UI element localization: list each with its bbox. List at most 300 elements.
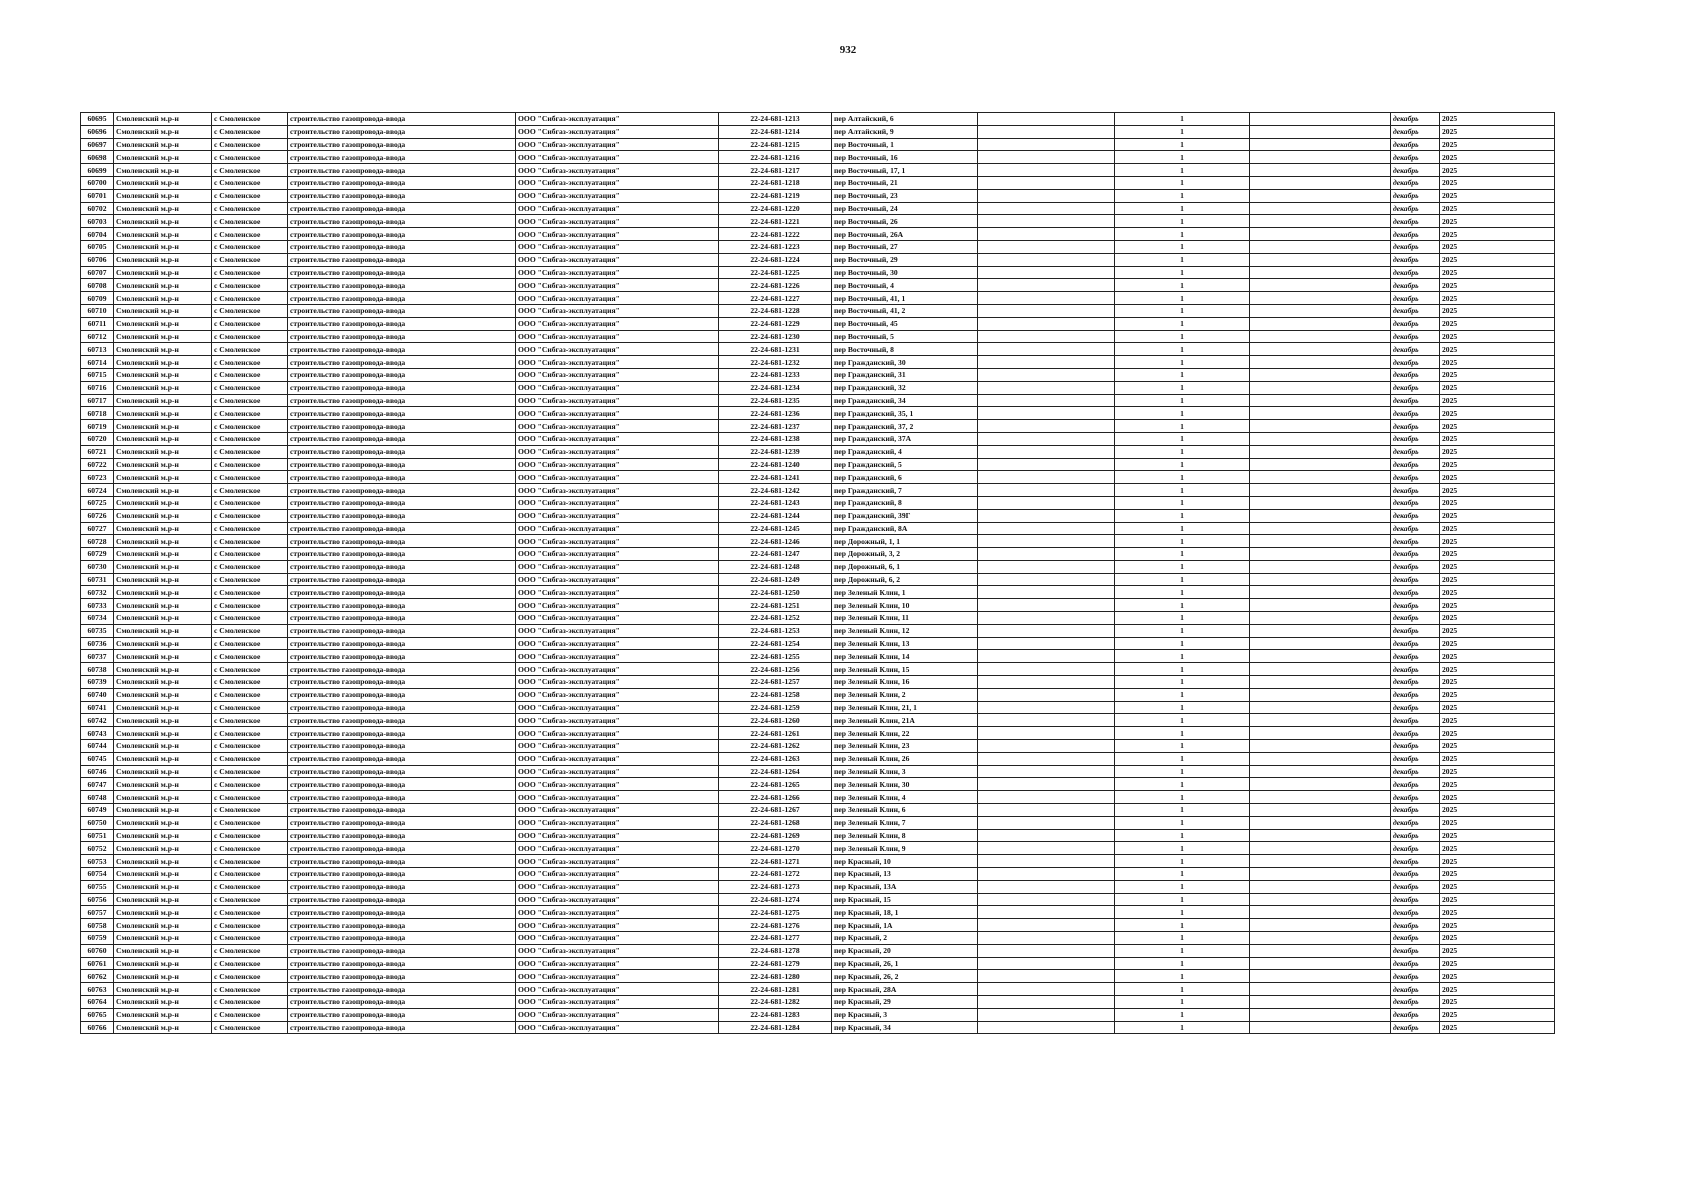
work-type-cell: строительство газопровода-ввода — [288, 151, 516, 164]
address-cell: пер Зеленый Клин, 1 — [832, 586, 978, 599]
empty-cell — [978, 829, 1115, 842]
year-cell: 2025 — [1440, 586, 1555, 599]
empty-cell — [978, 1021, 1115, 1034]
quantity-cell: 1 — [1115, 868, 1250, 881]
work-type-cell: строительство газопровода-ввода — [288, 637, 516, 650]
district-cell: Смоленский м.р-н — [114, 688, 212, 701]
work-type-cell: строительство газопровода-ввода — [288, 535, 516, 548]
month-cell: декабрь — [1391, 560, 1440, 573]
row-number: 60728 — [81, 535, 114, 548]
row-number: 60718 — [81, 407, 114, 420]
work-type-cell: строительство газопровода-ввода — [288, 586, 516, 599]
year-cell: 2025 — [1440, 560, 1555, 573]
row-number: 60733 — [81, 599, 114, 612]
table-row — [81, 778, 1555, 791]
empty-cell — [1250, 778, 1391, 791]
district-cell: Смоленский м.р-н — [114, 394, 212, 407]
registry-table — [80, 112, 1555, 1034]
row-number: 60737 — [81, 650, 114, 663]
cadastral-number-cell: 22-24-681-1239 — [719, 445, 832, 458]
work-type-cell: строительство газопровода-ввода — [288, 509, 516, 522]
row-number: 60750 — [81, 816, 114, 829]
table-row — [81, 189, 1555, 202]
table-row — [81, 663, 1555, 676]
district-cell: Смоленский м.р-н — [114, 330, 212, 343]
work-type-cell: строительство газопровода-ввода — [288, 676, 516, 689]
empty-cell — [978, 113, 1115, 126]
empty-cell — [1250, 240, 1391, 253]
year-cell: 2025 — [1440, 317, 1555, 330]
organization-cell: ООО "Сибгаз-эксплуатация" — [516, 432, 719, 445]
cadastral-number-cell: 22-24-681-1265 — [719, 778, 832, 791]
month-cell: декабрь — [1391, 432, 1440, 445]
row-number: 60754 — [81, 868, 114, 881]
quantity-cell: 1 — [1115, 650, 1250, 663]
address-cell: пер Зеленый Клин, 21А — [832, 714, 978, 727]
quantity-cell: 1 — [1115, 932, 1250, 945]
year-cell: 2025 — [1440, 752, 1555, 765]
empty-cell — [1250, 880, 1391, 893]
row-number: 60765 — [81, 1008, 114, 1021]
table-row — [81, 1021, 1555, 1034]
settlement-cell: с Смоленское — [212, 983, 288, 996]
work-type-cell: строительство газопровода-ввода — [288, 816, 516, 829]
work-type-cell: строительство газопровода-ввода — [288, 266, 516, 279]
row-number: 60741 — [81, 701, 114, 714]
settlement-cell: с Смоленское — [212, 624, 288, 637]
year-cell: 2025 — [1440, 496, 1555, 509]
month-cell: декабрь — [1391, 650, 1440, 663]
quantity-cell: 1 — [1115, 113, 1250, 126]
month-cell: декабрь — [1391, 676, 1440, 689]
month-cell: декабрь — [1391, 317, 1440, 330]
district-cell: Смоленский м.р-н — [114, 176, 212, 189]
empty-cell — [978, 944, 1115, 957]
organization-cell: ООО "Сибгаз-эксплуатация" — [516, 855, 719, 868]
table-row — [81, 573, 1555, 586]
cadastral-number-cell: 22-24-681-1266 — [719, 791, 832, 804]
work-type-cell: строительство газопровода-ввода — [288, 932, 516, 945]
month-cell: декабрь — [1391, 189, 1440, 202]
table-row — [81, 317, 1555, 330]
address-cell: пер Дорожный, 1, 1 — [832, 535, 978, 548]
district-cell: Смоленский м.р-н — [114, 420, 212, 433]
work-type-cell: строительство газопровода-ввода — [288, 893, 516, 906]
table-row — [81, 445, 1555, 458]
quantity-cell: 1 — [1115, 560, 1250, 573]
cadastral-number-cell: 22-24-681-1273 — [719, 880, 832, 893]
year-cell: 2025 — [1440, 701, 1555, 714]
cadastral-number-cell: 22-24-681-1248 — [719, 560, 832, 573]
quantity-cell: 1 — [1115, 855, 1250, 868]
quantity-cell: 1 — [1115, 368, 1250, 381]
year-cell: 2025 — [1440, 304, 1555, 317]
settlement-cell: с Смоленское — [212, 343, 288, 356]
cadastral-number-cell: 22-24-681-1283 — [719, 1008, 832, 1021]
empty-cell — [1250, 650, 1391, 663]
month-cell: декабрь — [1391, 304, 1440, 317]
organization-cell: ООО "Сибгаз-эксплуатация" — [516, 113, 719, 126]
address-cell: пер Красный, 34 — [832, 1021, 978, 1034]
work-type-cell: строительство газопровода-ввода — [288, 778, 516, 791]
organization-cell: ООО "Сибгаз-эксплуатация" — [516, 816, 719, 829]
work-type-cell: строительство газопровода-ввода — [288, 612, 516, 625]
organization-cell: ООО "Сибгаз-эксплуатация" — [516, 714, 719, 727]
month-cell: декабрь — [1391, 599, 1440, 612]
row-number: 60708 — [81, 279, 114, 292]
district-cell: Смоленский м.р-н — [114, 624, 212, 637]
table-row — [81, 919, 1555, 932]
organization-cell: ООО "Сибгаз-эксплуатация" — [516, 471, 719, 484]
settlement-cell: с Смоленское — [212, 356, 288, 369]
year-cell: 2025 — [1440, 458, 1555, 471]
work-type-cell: строительство газопровода-ввода — [288, 868, 516, 881]
work-type-cell: строительство газопровода-ввода — [288, 496, 516, 509]
quantity-cell: 1 — [1115, 1021, 1250, 1034]
row-number: 60746 — [81, 765, 114, 778]
address-cell: пер Восточный, 8 — [832, 343, 978, 356]
organization-cell: ООО "Сибгаз-эксплуатация" — [516, 228, 719, 241]
empty-cell — [1250, 752, 1391, 765]
work-type-cell: строительство газопровода-ввода — [288, 791, 516, 804]
table-row — [81, 944, 1555, 957]
quantity-cell: 1 — [1115, 765, 1250, 778]
row-number: 60695 — [81, 113, 114, 126]
organization-cell: ООО "Сибгаз-эксплуатация" — [516, 778, 719, 791]
organization-cell: ООО "Сибгаз-эксплуатация" — [516, 484, 719, 497]
row-number: 60763 — [81, 983, 114, 996]
empty-cell — [1250, 138, 1391, 151]
empty-cell — [1250, 292, 1391, 305]
district-cell: Смоленский м.р-н — [114, 944, 212, 957]
empty-cell — [978, 228, 1115, 241]
table-row — [81, 292, 1555, 305]
year-cell: 2025 — [1440, 599, 1555, 612]
year-cell: 2025 — [1440, 842, 1555, 855]
organization-cell: ООО "Сибгаз-эксплуатация" — [516, 164, 719, 177]
address-cell: пер Красный, 3 — [832, 1008, 978, 1021]
table-row — [81, 804, 1555, 817]
row-number: 60713 — [81, 343, 114, 356]
organization-cell: ООО "Сибгаз-эксплуатация" — [516, 995, 719, 1008]
empty-cell — [978, 612, 1115, 625]
year-cell: 2025 — [1440, 1008, 1555, 1021]
empty-cell — [1250, 842, 1391, 855]
table-row — [81, 586, 1555, 599]
empty-cell — [978, 740, 1115, 753]
table-row — [81, 676, 1555, 689]
empty-cell — [978, 471, 1115, 484]
empty-cell — [1250, 663, 1391, 676]
district-cell: Смоленский м.р-н — [114, 765, 212, 778]
organization-cell: ООО "Сибгаз-эксплуатация" — [516, 125, 719, 138]
district-cell: Смоленский м.р-н — [114, 804, 212, 817]
work-type-cell: строительство газопровода-ввода — [288, 906, 516, 919]
month-cell: декабрь — [1391, 663, 1440, 676]
district-cell: Смоленский м.р-н — [114, 560, 212, 573]
empty-cell — [978, 496, 1115, 509]
quantity-cell: 1 — [1115, 804, 1250, 817]
month-cell: декабрь — [1391, 279, 1440, 292]
table-row — [81, 407, 1555, 420]
district-cell: Смоленский м.р-н — [114, 701, 212, 714]
work-type-cell: строительство газопровода-ввода — [288, 215, 516, 228]
month-cell: декабрь — [1391, 240, 1440, 253]
organization-cell: ООО "Сибгаз-эксплуатация" — [516, 765, 719, 778]
table-row — [81, 151, 1555, 164]
cadastral-number-cell: 22-24-681-1254 — [719, 637, 832, 650]
organization-cell: ООО "Сибгаз-эксплуатация" — [516, 663, 719, 676]
empty-cell — [1250, 855, 1391, 868]
table-row — [81, 240, 1555, 253]
district-cell: Смоленский м.р-н — [114, 304, 212, 317]
work-type-cell: строительство газопровода-ввода — [288, 688, 516, 701]
district-cell: Смоленский м.р-н — [114, 471, 212, 484]
organization-cell: ООО "Сибгаз-эксплуатация" — [516, 368, 719, 381]
year-cell: 2025 — [1440, 394, 1555, 407]
quantity-cell: 1 — [1115, 740, 1250, 753]
settlement-cell: с Смоленское — [212, 816, 288, 829]
work-type-cell: строительство газопровода-ввода — [288, 983, 516, 996]
table-row — [81, 880, 1555, 893]
empty-cell — [1250, 266, 1391, 279]
district-cell: Смоленский м.р-н — [114, 279, 212, 292]
quantity-cell: 1 — [1115, 995, 1250, 1008]
address-cell: пер Гражданский, 8 — [832, 496, 978, 509]
empty-cell — [978, 394, 1115, 407]
year-cell: 2025 — [1440, 253, 1555, 266]
month-cell: декабрь — [1391, 970, 1440, 983]
year-cell: 2025 — [1440, 714, 1555, 727]
table-row — [81, 740, 1555, 753]
row-number: 60762 — [81, 970, 114, 983]
year-cell: 2025 — [1440, 151, 1555, 164]
address-cell: пер Алтайский, 9 — [832, 125, 978, 138]
settlement-cell: с Смоленское — [212, 727, 288, 740]
year-cell: 2025 — [1440, 125, 1555, 138]
address-cell: пер Красный, 15 — [832, 893, 978, 906]
month-cell: декабрь — [1391, 381, 1440, 394]
empty-cell — [978, 663, 1115, 676]
month-cell: декабрь — [1391, 842, 1440, 855]
settlement-cell: с Смоленское — [212, 420, 288, 433]
settlement-cell: с Смоленское — [212, 868, 288, 881]
table-row — [81, 471, 1555, 484]
month-cell: декабрь — [1391, 1021, 1440, 1034]
organization-cell: ООО "Сибгаз-эксплуатация" — [516, 215, 719, 228]
settlement-cell: с Смоленское — [212, 586, 288, 599]
district-cell: Смоленский м.р-н — [114, 535, 212, 548]
empty-cell — [978, 138, 1115, 151]
district-cell: Смоленский м.р-н — [114, 381, 212, 394]
empty-cell — [1250, 228, 1391, 241]
cadastral-number-cell: 22-24-681-1270 — [719, 842, 832, 855]
work-type-cell: строительство газопровода-ввода — [288, 995, 516, 1008]
table-row — [81, 650, 1555, 663]
quantity-cell: 1 — [1115, 752, 1250, 765]
table-row — [81, 202, 1555, 215]
year-cell: 2025 — [1440, 829, 1555, 842]
empty-cell — [978, 522, 1115, 535]
quantity-cell: 1 — [1115, 676, 1250, 689]
row-number: 60716 — [81, 381, 114, 394]
address-cell: пер Дорожный, 6, 2 — [832, 573, 978, 586]
empty-cell — [1250, 804, 1391, 817]
empty-cell — [1250, 125, 1391, 138]
quantity-cell: 1 — [1115, 151, 1250, 164]
row-number: 60699 — [81, 164, 114, 177]
organization-cell: ООО "Сибгаз-эксплуатация" — [516, 650, 719, 663]
district-cell: Смоленский м.р-н — [114, 522, 212, 535]
table-row — [81, 637, 1555, 650]
address-cell: пер Дорожный, 6, 1 — [832, 560, 978, 573]
organization-cell: ООО "Сибгаз-эксплуатация" — [516, 522, 719, 535]
district-cell: Смоленский м.р-н — [114, 868, 212, 881]
settlement-cell: с Смоленское — [212, 240, 288, 253]
district-cell: Смоленский м.р-н — [114, 957, 212, 970]
cadastral-number-cell: 22-24-681-1252 — [719, 612, 832, 625]
empty-cell — [978, 573, 1115, 586]
row-number: 60761 — [81, 957, 114, 970]
year-cell: 2025 — [1440, 484, 1555, 497]
year-cell: 2025 — [1440, 855, 1555, 868]
empty-cell — [1250, 279, 1391, 292]
work-type-cell: строительство газопровода-ввода — [288, 356, 516, 369]
cadastral-number-cell: 22-24-681-1241 — [719, 471, 832, 484]
organization-cell: ООО "Сибгаз-эксплуатация" — [516, 304, 719, 317]
year-cell: 2025 — [1440, 740, 1555, 753]
table-row — [81, 727, 1555, 740]
organization-cell: ООО "Сибгаз-эксплуатация" — [516, 688, 719, 701]
table-row — [81, 164, 1555, 177]
month-cell: декабрь — [1391, 368, 1440, 381]
year-cell: 2025 — [1440, 292, 1555, 305]
address-cell: пер Гражданский, 35, 1 — [832, 407, 978, 420]
settlement-cell: с Смоленское — [212, 1008, 288, 1021]
cadastral-number-cell: 22-24-681-1276 — [719, 919, 832, 932]
empty-cell — [1250, 432, 1391, 445]
year-cell: 2025 — [1440, 573, 1555, 586]
district-cell: Смоленский м.р-н — [114, 740, 212, 753]
month-cell: декабрь — [1391, 215, 1440, 228]
work-type-cell: строительство газопровода-ввода — [288, 624, 516, 637]
table-row — [81, 356, 1555, 369]
empty-cell — [1250, 304, 1391, 317]
empty-cell — [1250, 932, 1391, 945]
cadastral-number-cell: 22-24-681-1223 — [719, 240, 832, 253]
settlement-cell: с Смоленское — [212, 458, 288, 471]
organization-cell: ООО "Сибгаз-эксплуатация" — [516, 279, 719, 292]
table-row — [81, 932, 1555, 945]
district-cell: Смоленский м.р-н — [114, 496, 212, 509]
empty-cell — [978, 701, 1115, 714]
month-cell: декабрь — [1391, 420, 1440, 433]
quantity-cell: 1 — [1115, 535, 1250, 548]
district-cell: Смоленский м.р-н — [114, 752, 212, 765]
work-type-cell: строительство газопровода-ввода — [288, 164, 516, 177]
quantity-cell: 1 — [1115, 292, 1250, 305]
quantity-cell: 1 — [1115, 701, 1250, 714]
work-type-cell: строительство газопровода-ввода — [288, 240, 516, 253]
work-type-cell: строительство газопровода-ввода — [288, 202, 516, 215]
table-row — [81, 1008, 1555, 1021]
district-cell: Смоленский м.р-н — [114, 266, 212, 279]
row-number: 60715 — [81, 368, 114, 381]
year-cell: 2025 — [1440, 804, 1555, 817]
empty-cell — [1250, 381, 1391, 394]
cadastral-number-cell: 22-24-681-1268 — [719, 816, 832, 829]
empty-cell — [978, 176, 1115, 189]
district-cell: Смоленский м.р-н — [114, 253, 212, 266]
address-cell: пер Восточный, 5 — [832, 330, 978, 343]
organization-cell: ООО "Сибгаз-эксплуатация" — [516, 394, 719, 407]
cadastral-number-cell: 22-24-681-1263 — [719, 752, 832, 765]
quantity-cell: 1 — [1115, 317, 1250, 330]
quantity-cell: 1 — [1115, 240, 1250, 253]
district-cell: Смоленский м.р-н — [114, 791, 212, 804]
cadastral-number-cell: 22-24-681-1221 — [719, 215, 832, 228]
empty-cell — [978, 407, 1115, 420]
cadastral-number-cell: 22-24-681-1227 — [719, 292, 832, 305]
year-cell: 2025 — [1440, 535, 1555, 548]
table-row — [81, 509, 1555, 522]
row-number: 60696 — [81, 125, 114, 138]
work-type-cell: строительство газопровода-ввода — [288, 650, 516, 663]
table-row — [81, 343, 1555, 356]
cadastral-number-cell: 22-24-681-1264 — [719, 765, 832, 778]
cadastral-number-cell: 22-24-681-1246 — [719, 535, 832, 548]
settlement-cell: с Смоленское — [212, 880, 288, 893]
organization-cell: ООО "Сибгаз-эксплуатация" — [516, 138, 719, 151]
table-row — [81, 138, 1555, 151]
cadastral-number-cell: 22-24-681-1225 — [719, 266, 832, 279]
year-cell: 2025 — [1440, 279, 1555, 292]
month-cell: декабрь — [1391, 612, 1440, 625]
month-cell: декабрь — [1391, 880, 1440, 893]
cadastral-number-cell: 22-24-681-1224 — [719, 253, 832, 266]
year-cell: 2025 — [1440, 791, 1555, 804]
settlement-cell: с Смоленское — [212, 752, 288, 765]
year-cell: 2025 — [1440, 1021, 1555, 1034]
district-cell: Смоленский м.р-н — [114, 189, 212, 202]
month-cell: декабрь — [1391, 1008, 1440, 1021]
month-cell: декабрь — [1391, 727, 1440, 740]
cadastral-number-cell: 22-24-681-1272 — [719, 868, 832, 881]
quantity-cell: 1 — [1115, 791, 1250, 804]
settlement-cell: с Смоленское — [212, 573, 288, 586]
cadastral-number-cell: 22-24-681-1250 — [719, 586, 832, 599]
address-cell: пер Восточный, 17, 1 — [832, 164, 978, 177]
year-cell: 2025 — [1440, 919, 1555, 932]
table-row — [81, 522, 1555, 535]
table-row — [81, 253, 1555, 266]
work-type-cell: строительство газопровода-ввода — [288, 765, 516, 778]
cadastral-number-cell: 22-24-681-1216 — [719, 151, 832, 164]
empty-cell — [1250, 970, 1391, 983]
year-cell: 2025 — [1440, 215, 1555, 228]
table-row — [81, 560, 1555, 573]
address-cell: пер Зеленый Клин, 10 — [832, 599, 978, 612]
district-cell: Смоленский м.р-н — [114, 727, 212, 740]
empty-cell — [1250, 189, 1391, 202]
row-number: 60702 — [81, 202, 114, 215]
settlement-cell: с Смоленское — [212, 548, 288, 561]
empty-cell — [1250, 522, 1391, 535]
month-cell: декабрь — [1391, 624, 1440, 637]
work-type-cell: строительство газопровода-ввода — [288, 484, 516, 497]
address-cell: пер Гражданский, 31 — [832, 368, 978, 381]
settlement-cell: с Смоленское — [212, 484, 288, 497]
